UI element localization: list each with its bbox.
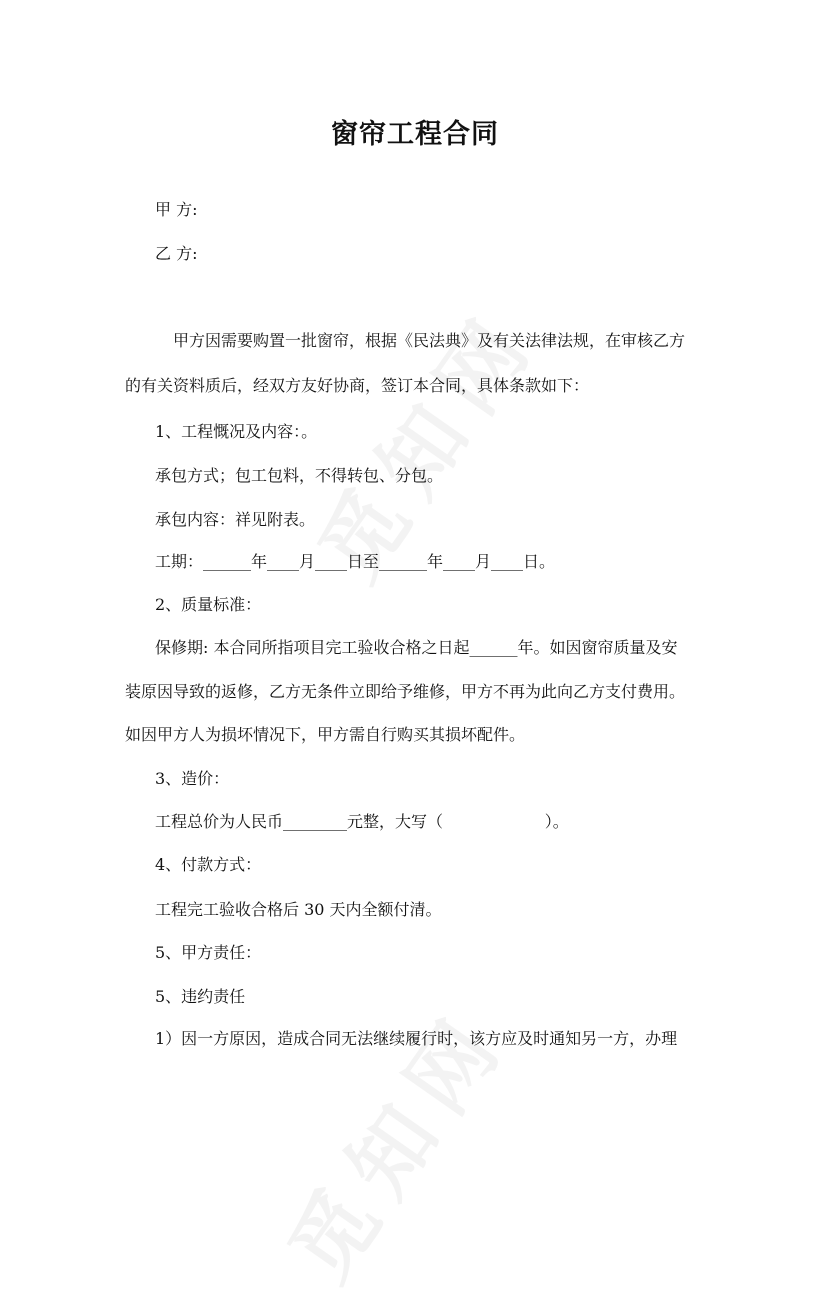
section-4-heading: 4、付款方式： <box>155 855 262 874</box>
price-line: 工程总价为人民币________元整，大写（ ）。 <box>155 812 569 831</box>
document-title: 窗帘工程合同 <box>331 119 499 150</box>
warranty-paragraph-line: 保修期: 本合同所指项目完工验收合格之日起______年。如因窗帘质量及安 <box>155 638 678 657</box>
section-2-heading: 2、质量标准： <box>155 595 262 614</box>
section-1-heading: 1、工程慨况及内容：。 <box>155 422 318 441</box>
intro-paragraph-line: 的有关资料质后，经双方友好协商，签订本合同，具体条款如下： <box>125 376 590 395</box>
intro-paragraph-line: 甲方因需要购置一批窗帘，根据《民法典》及有关法律法规，在审核乙方 <box>173 331 686 350</box>
contract-content-line: 承包内容：祥见附表。 <box>155 510 316 529</box>
warranty-paragraph-line: 装原因导致的返修，乙方无条件立即给予维修，甲方不再为此向乙方支付费用。 <box>125 682 686 701</box>
party-a-label: 甲 方: <box>155 200 198 219</box>
liability-item: 1）因一方原因，造成合同无法继续履行时，该方应及时通知另一方，办理 <box>155 1029 678 1048</box>
payment-line: 工程完工验收合格后 30 天内全额付清。 <box>155 900 442 919</box>
construction-period-line: 工期：______年____月____日至______年____月____日。 <box>155 552 556 571</box>
section-5-heading: 5、甲方责任： <box>155 943 262 962</box>
contract-mode-line: 承包方式；包工包料，不得转包、分包。 <box>155 466 444 485</box>
warranty-paragraph-line: 如因甲方人为损坏情况下，甲方需自行购买其损坏配件。 <box>125 725 526 744</box>
section-5b-heading: 5、违约责任 <box>155 987 246 1006</box>
section-3-heading: 3、造价： <box>155 769 230 788</box>
party-b-label: 乙 方: <box>155 244 198 263</box>
